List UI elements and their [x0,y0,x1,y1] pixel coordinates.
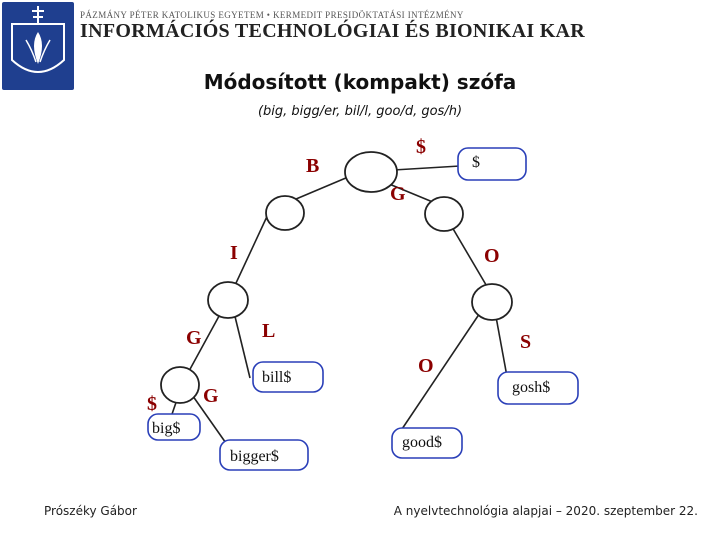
leaf-good: good$ [402,434,442,451]
slide-subtitle: (big, bigg/er, bil/l, goo/d, gos/h) [257,104,463,119]
edge-label-g-big: G [203,385,219,407]
trie-node-g [425,197,463,231]
footer-author: Prószéky Gábor [44,504,137,518]
leaf-dollar-box [458,148,526,180]
edge-label-l: L [262,320,276,342]
trie-node-big [161,367,199,403]
edge-label-g-left: G [186,327,202,349]
university-name: PÁZMÁNY PÉTER KATOLIKUS EGYETEM • KERMEDIT PRESIDÖKTATÁSI INTÉZMÉNY [80,10,464,20]
edge-label-dollar-big: $ [147,393,157,415]
edge-label-i: I [230,242,238,264]
leaf-gosh: gosh$ [512,379,551,396]
edge-label-g-root: G [390,183,406,205]
edge-label-b: B [306,155,320,177]
trie-node-go [472,284,512,320]
leaf-bill: bill$ [262,369,292,386]
slide-title: Módosított (kompakt) szófa [203,70,517,94]
trie-node-b [266,196,304,230]
edge-label-s: S [520,331,532,353]
leaf-dollar: $ [472,154,480,171]
edge-label-o-upper: O [484,245,500,267]
edge-label-dollar-root: $ [416,136,426,158]
leaf-big: big$ [152,420,181,437]
trie-node-bi [208,282,248,318]
footer-course: A nyelvtechnológia alapjai – 2020. szeptember 22. [393,504,698,518]
leaf-bigger: bigger$ [230,448,279,465]
faculty-name: INFORMÁCIÓS TECHNOLÓGIAI ÉS BIONIKAI KAR [80,20,586,42]
edge-label-o-lower: O [418,355,434,377]
